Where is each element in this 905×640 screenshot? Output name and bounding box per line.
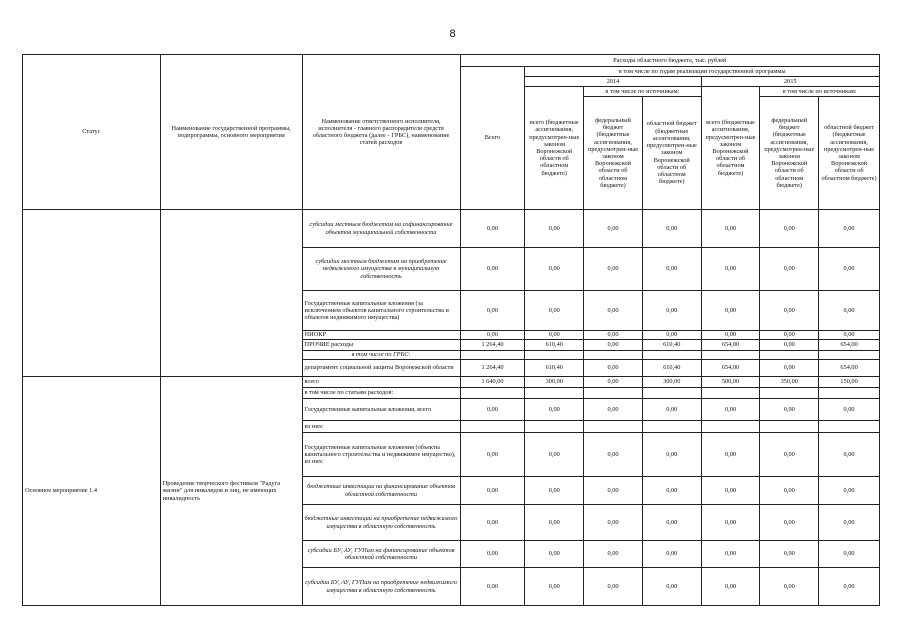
row-label: НИОКР [302,331,460,340]
row-label: бюджетные инвестиции на финансирование объектов областной собственности [302,477,460,505]
header-2015-total: всего (бюджетные ассигнования, предусмотрен-ные законом Воронежской области об областном бюджете) [701,87,760,210]
value-cell: 610,40 [642,360,701,377]
activity-name: Проведение творческого фестиваля "Радуга жизни" для инвалидов и лиц, не имеющих инвалидность [160,377,302,606]
header-2014-by-sources: в том числе по источникам: [584,87,702,97]
value-cell: 0,00 [642,541,701,568]
value-cell [525,351,584,360]
value-cell: 0,00 [760,210,819,248]
value-cell: 300,00 [525,377,584,388]
row-label: Государственные капитальные вложения (за исключением объектов капитального строительства и объектов недвижимого имущества) [302,291,460,331]
value-cell: 610,40 [525,340,584,351]
value-cell [642,421,701,433]
value-cell: 0,00 [642,568,701,606]
value-cell [584,421,643,433]
activity-status: Основное мероприятие 1.4 [23,377,161,606]
value-cell [701,388,760,399]
row-label: бюджетные инвестиции на приобретение недвижимого имущества в областную собственность [302,505,460,541]
value-cell: 654,00 [701,340,760,351]
value-cell: 654,00 [819,360,880,377]
value-cell [460,421,525,433]
value-cell: 0,00 [819,248,880,291]
header-expenses: Расходы областного бюджета, тыс. рублей [460,55,879,67]
value-cell: 0,00 [584,291,643,331]
table-row [23,210,880,248]
value-cell: 0,00 [819,210,880,248]
value-cell: 0,00 [701,291,760,331]
name-cell-blank [160,210,302,377]
value-cell [701,351,760,360]
value-cell [460,351,525,360]
status-cell-blank [23,210,161,377]
value-cell: 0,00 [760,399,819,421]
value-cell: 0,00 [701,399,760,421]
header-year-2015: 2015 [701,77,879,87]
value-cell [760,388,819,399]
value-cell [525,388,584,399]
header-2014-regional: областной бюджет (бюджетные ассигнования, предусмотрен-ные законом Воронежской области об областном бюджете) [642,97,701,210]
value-cell [819,351,880,360]
row-label: ПРОЧИЕ расходы [302,340,460,351]
value-cell: 0,00 [642,210,701,248]
row-label: в том числе по ГРБС: [302,351,460,360]
value-cell: 0,00 [760,541,819,568]
value-cell: 0,00 [525,210,584,248]
value-cell: 0,00 [584,477,643,505]
value-cell [760,351,819,360]
value-cell: 0,00 [460,505,525,541]
value-cell [642,388,701,399]
value-cell: 0,00 [760,433,819,477]
header-2014-federal: федеральный бюджет (бюджетные ассигнования, предусмотрен-ные законом Воронежской области об областном бюджете) [584,97,643,210]
header-total: Всего [460,67,525,210]
value-cell: 0,00 [642,477,701,505]
page-number: 8 [449,28,456,40]
value-cell [584,388,643,399]
value-cell: 0,00 [760,331,819,340]
row-label: субсидии местным бюджетам на софинансирование объектов муниципальной собственности [302,210,460,248]
row-label: департамент социальной защиты Воронежской области [302,360,460,377]
value-cell: 0,00 [819,433,880,477]
value-cell: 0,00 [460,399,525,421]
value-cell: 0,00 [760,340,819,351]
value-cell: 0,00 [819,505,880,541]
header-program-name: Наименование государственной программы, подпрограммы, основного мероприятия [160,55,302,210]
value-cell: 610,40 [642,340,701,351]
value-cell: 0,00 [642,331,701,340]
value-cell: 0,00 [760,248,819,291]
value-cell: 0,00 [642,505,701,541]
value-cell: 0,00 [642,399,701,421]
header-status: Статус [23,55,161,210]
value-cell: 0,00 [584,331,643,340]
value-cell: 0,00 [525,248,584,291]
value-cell: 0,00 [760,568,819,606]
header-executor: Наименование ответственного исполнителя, исполнителя - главного распорядителя средств областного бюджета (далее - ГРБС), наименование статей расходов [302,55,460,210]
value-cell: 0,00 [584,377,643,388]
value-cell: 0,00 [584,568,643,606]
value-cell: 0,00 [460,477,525,505]
value-cell: 0,00 [460,541,525,568]
value-cell: 610,40 [525,360,584,377]
value-cell [525,421,584,433]
value-cell: 1 264,40 [460,340,525,351]
value-cell [819,421,880,433]
value-cell: 0,00 [584,505,643,541]
value-cell: 150,00 [819,377,880,388]
header-2015-federal: федеральный бюджет (бюджетные ассигнования, предусмотрен-ные законом Воронежской области об областном бюджете) [760,97,819,210]
value-cell: 0,00 [584,248,643,291]
value-cell: 0,00 [460,331,525,340]
value-cell: 654,00 [819,340,880,351]
value-cell: 0,00 [819,477,880,505]
value-cell: 0,00 [584,433,643,477]
table-body [23,210,880,606]
value-cell: 0,00 [819,541,880,568]
value-cell: 0,00 [819,331,880,340]
row-label: Государственные капитальные вложения, всего [302,399,460,421]
value-cell: 0,00 [525,568,584,606]
value-cell: 0,00 [460,291,525,331]
value-cell: 0,00 [642,433,701,477]
value-cell: 0,00 [701,568,760,606]
value-cell [819,388,880,399]
row-label: субсидии местным бюджетам на приобретение недвижимого имущества в муниципальную собственность [302,248,460,291]
row-label: в том числе по статьям расходов: [302,388,460,399]
value-cell: 0,00 [584,541,643,568]
value-cell: 0,00 [701,210,760,248]
header-year-2014: 2014 [525,77,701,87]
header-2015-regional: областной бюджет (бюджетные ассигнования, предусмотрен-ные законом Воронежской области об областном бюджете) [819,97,880,210]
value-cell: 0,00 [584,360,643,377]
row-label: субсидии БУ, АУ, ГУПам на финансирование объектов областной собственности [302,541,460,568]
value-cell: 0,00 [460,210,525,248]
value-cell [584,351,643,360]
value-cell: 0,00 [525,477,584,505]
value-cell: 0,00 [701,477,760,505]
value-cell: 0,00 [525,505,584,541]
value-cell: 0,00 [760,291,819,331]
value-cell: 0,00 [760,505,819,541]
header-2015-by-sources: в том числе по источникам: [760,87,880,97]
value-cell: 300,00 [642,377,701,388]
value-cell: 0,00 [525,541,584,568]
value-cell: 0,00 [819,568,880,606]
value-cell: 0,00 [525,433,584,477]
row-label: из них: [302,421,460,433]
value-cell: 0,00 [525,399,584,421]
value-cell: 0,00 [701,541,760,568]
value-cell: 0,00 [584,210,643,248]
value-cell: 0,00 [584,399,643,421]
budget-table [22,54,880,606]
value-cell: 0,00 [701,331,760,340]
value-cell: 0,00 [701,505,760,541]
value-cell: 0,00 [460,568,525,606]
row-label: всего [302,377,460,388]
value-cell: 0,00 [460,248,525,291]
row-label: Государственные капитальные вложения (объекты капитального строительства и недвижимое имущество), из них: [302,433,460,477]
value-cell: 0,00 [642,291,701,331]
value-cell: 0,00 [760,477,819,505]
value-cell: 350,00 [760,377,819,388]
value-cell: 0,00 [584,340,643,351]
value-cell: 0,00 [760,360,819,377]
value-cell: 0,00 [701,248,760,291]
row-label: субсидии БУ, АУ, ГУПам на приобретение недвижимого имущества в областную собственность [302,568,460,606]
header-by-years: в том числе по годам реализации государственной программы [525,67,880,77]
value-cell [642,351,701,360]
value-cell: 1 640,00 [460,377,525,388]
table-row [23,377,880,388]
value-cell: 1 264,40 [460,360,525,377]
value-cell: 0,00 [460,433,525,477]
header-2014-total: всего (бюджетные ассигнования, предусмотрен-ные законом Воронежской области об областном бюджете) [525,87,584,210]
value-cell: 0,00 [642,248,701,291]
value-cell: 0,00 [819,291,880,331]
value-cell [701,421,760,433]
value-cell [760,421,819,433]
value-cell: 0,00 [525,291,584,331]
value-cell: 0,00 [819,399,880,421]
value-cell: 0,00 [525,331,584,340]
value-cell [460,388,525,399]
value-cell: 654,00 [701,360,760,377]
value-cell: 0,00 [701,433,760,477]
value-cell: 500,00 [701,377,760,388]
